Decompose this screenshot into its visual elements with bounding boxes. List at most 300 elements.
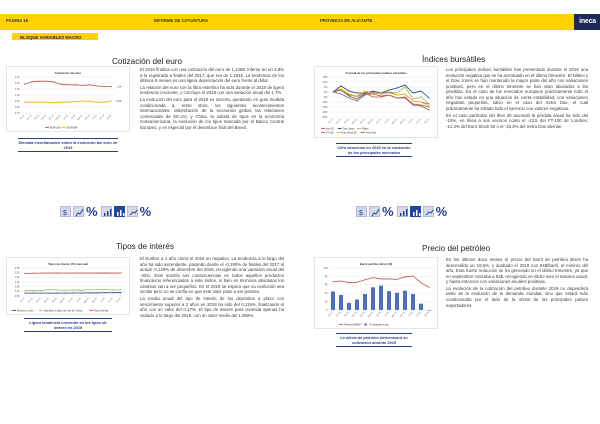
- x-tick-label: feb-18: [34, 114, 40, 121]
- y-tick-label: 0,50: [14, 285, 20, 289]
- data-point: [96, 102, 97, 103]
- trend-icon: [423, 206, 434, 217]
- x-tick-label: jun-18: [376, 118, 382, 125]
- data-point: [72, 289, 73, 290]
- data-point: [412, 92, 413, 93]
- data-point: [72, 292, 73, 293]
- data-point: [111, 100, 112, 101]
- data-point: [32, 290, 33, 291]
- data-point: [24, 290, 25, 291]
- data-point: [89, 101, 90, 102]
- oil-title: Precio del petróleo: [422, 244, 491, 253]
- data-point: [104, 292, 105, 293]
- data-point: [75, 84, 76, 85]
- data-point: [428, 106, 429, 107]
- data-point: [380, 93, 381, 94]
- paragraph: En el caso particular del Ibex 35 acumuló la pérdida anual ha sido del -15%, en línea a sus vecinos como el -12,5 del FT-100 de Londres, -14,3% del Euro Stock 50 o el -18,3% del Xetra Dax alemán.: [446, 112, 588, 129]
- oil-text: [446, 257, 588, 308]
- data-point: [364, 279, 365, 280]
- x-tick-label: ago-18: [391, 311, 398, 318]
- data-point: [356, 282, 357, 283]
- x-tick-label: oct-18: [92, 114, 98, 121]
- data-point: [396, 94, 397, 95]
- data-point: [46, 102, 47, 103]
- x-tick-label: dic-17: [328, 311, 334, 318]
- euro-title: Cotización del euro: [112, 57, 183, 66]
- data-point: [412, 275, 413, 276]
- data-point: [40, 273, 41, 274]
- y-tick-label: 2,00: [14, 271, 20, 275]
- data-point: [24, 273, 25, 274]
- paragraph: La relación del euro con la libra esterlina ha sido durante el 2018 de ligera tendencia creciente, y concluye el 2018 con una variación anual del 1,7%.: [140, 84, 284, 96]
- x-tick-label: abr-18: [52, 297, 58, 304]
- data-point: [67, 84, 68, 85]
- legend-label: FT-100: [326, 131, 334, 135]
- y-tick-label: -10%: [321, 100, 328, 104]
- data-point: [31, 81, 32, 82]
- chart-title: Cotización del euro: [54, 71, 82, 75]
- x-tick-label: dic-18: [106, 114, 113, 121]
- data-point: [340, 88, 341, 89]
- data-point: [420, 104, 421, 105]
- series-line: [333, 89, 429, 107]
- x-tick-label: jul-18: [70, 114, 76, 120]
- x-tick-label: dic-18: [424, 311, 430, 318]
- legend-swatch: [365, 323, 367, 325]
- data-point: [348, 97, 349, 98]
- data-point: [388, 91, 389, 92]
- y-tick-label: 1,00: [14, 280, 20, 284]
- x-tick-label: dic-18: [424, 118, 430, 125]
- data-point: [380, 95, 381, 96]
- data-point: [372, 277, 373, 278]
- data-point: [404, 96, 405, 97]
- y-tick-label: 5%: [324, 85, 328, 89]
- percent-icon: %: [86, 204, 98, 219]
- data-point: [96, 289, 97, 290]
- data-point: [75, 101, 76, 102]
- x-tick-label: sep-18: [399, 118, 406, 125]
- legend-label: Xetra Dax: [365, 131, 377, 135]
- paragraph: La media anual del tipo de interés de los depósitos a plazo con vencimiento superior a 2 años en 2018 ha sido del 0,115%, finalizando el año con un valor del 0,17%. El tipo de interés para vivienda apenas ha variado a lo largo del 2018, con un valor medio del 1,958%.: [140, 296, 284, 318]
- bar: [339, 295, 343, 310]
- data-point: [56, 293, 57, 294]
- header-bar-left: [0, 14, 300, 30]
- ineca-logo: ineca: [579, 18, 596, 25]
- y-tick-label: 0: [326, 308, 328, 312]
- x-tick-label: oct-18: [408, 311, 414, 318]
- data-point: [340, 93, 341, 94]
- data-point: [89, 84, 90, 85]
- data-point: [80, 290, 81, 291]
- percent-icon: %: [435, 204, 448, 219]
- y-tick-label: 60: [324, 283, 328, 287]
- legend-label: Depósitos a plazo de más de 2 años: [43, 309, 83, 313]
- y-tick-label: -15%: [321, 105, 328, 109]
- x-tick-label: nov-18: [98, 114, 105, 121]
- data-point: [420, 105, 421, 106]
- x-tick-label: feb-18: [36, 297, 42, 304]
- x-tick-label: may-18: [367, 311, 374, 319]
- x-tick-label: mar-18: [351, 118, 358, 125]
- x-tick-label: ago-18: [77, 114, 84, 121]
- x-tick-label: feb-18: [344, 311, 350, 318]
- data-point: [332, 281, 333, 282]
- data-point: [32, 293, 33, 294]
- bar: [363, 294, 367, 310]
- oil-chart: [314, 257, 438, 329]
- x-tick-label: jun-18: [63, 114, 69, 121]
- bars-icon: [114, 206, 125, 217]
- currency-icon: [356, 206, 367, 217]
- data-point: [396, 97, 397, 98]
- bar: [331, 292, 335, 310]
- rates-chart: [6, 257, 130, 315]
- y-tick-label: 10%: [322, 80, 328, 84]
- y-tick-label: 0%: [324, 90, 328, 94]
- data-point: [364, 90, 365, 91]
- province-title: PROVINCIA DE ALICANTE: [320, 18, 373, 23]
- data-point: [32, 273, 33, 274]
- data-point: [380, 96, 381, 97]
- x-tick-label: may-18: [55, 114, 62, 122]
- y-tick-label: 40: [324, 292, 328, 296]
- euro-chart-svg: [7, 67, 131, 133]
- x-tick-label: jun-18: [68, 297, 74, 304]
- data-point: [56, 272, 57, 273]
- paragraph: El 2018 finaliza con una cotización del euro de 1,1388, inferior en un 3,8% a la registrada a finales del 2017, que era de 1,1845. La tendencia de los últimos 8 meses es una ligera depreciación del euro frente al dólar.: [140, 67, 284, 84]
- data-point: [120, 272, 121, 273]
- data-point: [348, 282, 349, 283]
- bar: [347, 303, 351, 310]
- chart-title: % anual de los principales índices bursátiles: [345, 71, 407, 75]
- chart-icon: [73, 206, 84, 217]
- data-point: [88, 272, 89, 273]
- x-tick-label: feb-18: [344, 118, 350, 125]
- data-point: [404, 86, 405, 87]
- x-tick-label: ago-18: [83, 297, 90, 304]
- euro-text: [140, 67, 284, 130]
- data-point: [428, 97, 429, 98]
- data-point: [412, 100, 413, 101]
- logo-box: [574, 14, 600, 30]
- data-point: [372, 91, 373, 92]
- data-point: [24, 84, 25, 85]
- data-point: [388, 94, 389, 95]
- x-tick-label: ene-18: [26, 114, 33, 121]
- data-point: [120, 292, 121, 293]
- data-point: [24, 293, 25, 294]
- legend-label: Nikkei: [362, 127, 369, 131]
- y-tick-label: 20: [324, 300, 328, 304]
- data-point: [356, 95, 357, 96]
- legend-label: EUR/GBP: [66, 126, 78, 130]
- stocks-title: Índices bursátiles: [422, 55, 486, 64]
- x-tick-label: mar-18: [40, 114, 48, 121]
- data-point: [372, 90, 373, 91]
- percent-icon: %: [382, 204, 394, 219]
- data-point: [420, 96, 421, 97]
- data-point: [64, 290, 65, 291]
- data-point: [388, 92, 389, 93]
- data-point: [104, 289, 105, 290]
- section-label: BLOQUE VARIABLES MACRO: [12, 33, 98, 40]
- data-point: [72, 272, 73, 273]
- data-point: [53, 102, 54, 103]
- decorative-icons-right: [356, 206, 450, 217]
- paragraph: La evolución de la cotización del petróleo durante 2019 no dependerá tanto de la evolución de la demanda mundial, sino que estará más condicionada por el lado de la oferta de los principales países exportadores.: [446, 285, 588, 308]
- rates-text: [140, 256, 284, 318]
- x-tick-label: ene-18: [335, 118, 342, 125]
- bar: [419, 304, 423, 310]
- data-point: [39, 81, 40, 82]
- data-point: [396, 279, 397, 280]
- data-point: [356, 98, 357, 99]
- x-tick-label: oct-18: [408, 118, 414, 125]
- legend-label: Ibex 35: [326, 127, 334, 131]
- x-tick-label: mar-18: [351, 311, 358, 318]
- data-point: [39, 102, 40, 103]
- data-point: [96, 292, 97, 293]
- stocks-caption: Cifra descenso en 2018 en la cotización de los principales mercados: [336, 143, 412, 157]
- x-tick-label: dic-17: [19, 114, 26, 121]
- data-point: [48, 272, 49, 273]
- stocks-text: [446, 67, 588, 129]
- data-point: [380, 278, 381, 279]
- x-tick-label: nov-18: [107, 297, 114, 304]
- data-point: [404, 276, 405, 277]
- data-point: [112, 292, 113, 293]
- data-point: [420, 90, 421, 91]
- bar: [355, 300, 359, 311]
- y-tick-label: 0,00: [14, 290, 20, 294]
- data-point: [364, 93, 365, 94]
- data-point: [348, 93, 349, 94]
- y-tick-label: 1,20: [14, 81, 20, 85]
- bar: [395, 293, 399, 310]
- currency-icon: [60, 206, 71, 217]
- x-tick-label: sep-18: [399, 311, 406, 318]
- data-point: [40, 293, 41, 294]
- data-point: [428, 287, 429, 288]
- rates-chart-svg: [7, 258, 131, 316]
- y-tick-label: -20%: [321, 110, 328, 114]
- bar: [427, 310, 431, 311]
- data-point: [396, 87, 397, 88]
- data-point: [60, 84, 61, 85]
- x-tick-label: ago-18: [391, 118, 398, 125]
- data-point: [53, 81, 54, 82]
- trend-icon: [127, 206, 138, 217]
- growth-icon: [397, 206, 408, 217]
- data-point: [96, 85, 97, 86]
- data-point: [96, 272, 97, 273]
- data-point: [104, 102, 105, 103]
- data-point: [46, 81, 47, 82]
- data-point: [332, 91, 333, 92]
- oil-caption: La oferta de petróleo determinará su cotización durante 2019: [336, 333, 412, 347]
- page-number: PÁGINA 16: [6, 18, 28, 23]
- euro-chart: [6, 66, 130, 132]
- x-tick-label: jul-18: [384, 118, 390, 124]
- data-point: [388, 89, 389, 90]
- y-tick-label: 0,70: [14, 111, 20, 115]
- paragraph: El Euribor a 1 año cierra el 2018 en negativo. La tendencia a lo largo del año ha sido ascendente, pasando desde el -0,190% de finales del 2017 al actual -0,129% de diciembre del 2018, recogiendo una variación anual del -32%. Este tendría sus consecuencias en todos aquellos productos financieros referenciados a este índice, si bien en términos absolutos los cambios van a ser pequeños. En el 2019 se espera que su evolución sea similar pero no se confía en que este valor pase a ser positivo.: [140, 256, 284, 295]
- x-tick-label: dic-18: [116, 297, 122, 304]
- paragraph: La evolución del euro para el 2019 es incierta, quedando en gran medida condicionada a, entre otros, los siguientes acontecimientos internacionales: ralentización de la economía global, las relaciones comerciales de EE.UU. y China, la subida de tipos en la economía norteamericana, la evolución de los tipos marcada por el Banco Central Europeo, y en especial por el desenlace final del Brexit.: [140, 97, 284, 130]
- data-label: 0,90: [116, 99, 122, 103]
- legend-label: Tipo vivienda: [94, 309, 109, 313]
- y-tick-label: 100: [323, 266, 328, 270]
- bar: [403, 291, 407, 310]
- x-tick-label: mar-18: [43, 297, 50, 304]
- x-tick-label: sep-18: [84, 114, 91, 121]
- data-point: [348, 90, 349, 91]
- y-tick-label: 80: [324, 275, 328, 279]
- data-label: 1,14: [116, 85, 122, 89]
- legend-label: EUR/USA: [50, 126, 61, 130]
- data-point: [67, 102, 68, 103]
- data-point: [48, 289, 49, 290]
- x-tick-label: abr-18: [48, 114, 55, 121]
- series-line: [25, 81, 112, 86]
- data-point: [48, 293, 49, 294]
- data-point: [60, 102, 61, 103]
- data-point: [112, 289, 113, 290]
- chart-title: Barril petróleo Brent ($): [359, 262, 393, 266]
- paragraph: Los principales índices bursátiles han presentado durante el 2018 una evolución negativa que se ha acentuado en el último trimestre. El Nikkei y el Dow Jones se han mantenido la mayor parte del año con variaciones positivas, pero en el último trimestre se han visto abocados a las pérdidas. En el caso de los mercados europeos prácticamente todo el año han estado en una situación de cierta estabilidad, con variaciones negativas pequeñas, salvo en el caso del Xetra Dax, el cual prácticamente ha estado todo el ejercicio con valores negativos.: [446, 67, 588, 111]
- y-tick-label: -25%: [321, 115, 328, 119]
- data-point: [340, 280, 341, 281]
- legend-label: Dow Jones: [342, 127, 355, 131]
- right-page: [300, 0, 600, 424]
- x-tick-label: sep-18: [91, 297, 98, 304]
- data-point: [404, 97, 405, 98]
- data-point: [104, 272, 105, 273]
- data-point: [120, 289, 121, 290]
- x-tick-label: oct-18: [100, 297, 106, 304]
- data-point: [348, 95, 349, 96]
- oil-chart-svg: [315, 258, 439, 330]
- legend-label: Euro Stock 50: [341, 131, 357, 135]
- data-point: [82, 100, 83, 101]
- data-point: [64, 293, 65, 294]
- chart-title: Tipos de interés (%) mensual: [48, 262, 88, 266]
- x-tick-label: jun-18: [376, 311, 382, 318]
- data-point: [356, 96, 357, 97]
- data-point: [80, 272, 81, 273]
- header-bar-right: [300, 14, 574, 30]
- data-point: [340, 89, 341, 90]
- data-point: [80, 292, 81, 293]
- x-tick-label: nov-18: [415, 118, 422, 125]
- series-line: [333, 276, 429, 287]
- x-tick-label: dic-17: [328, 118, 334, 125]
- data-point: [412, 98, 413, 99]
- data-point: [356, 100, 357, 101]
- data-point: [104, 86, 105, 87]
- y-tick-label: 1,00: [14, 93, 20, 97]
- data-point: [82, 85, 83, 86]
- x-tick-label: ene-18: [27, 297, 34, 304]
- bar: [387, 291, 391, 310]
- data-point: [380, 92, 381, 93]
- data-point: [396, 92, 397, 93]
- data-point: [372, 93, 373, 94]
- data-point: [404, 84, 405, 85]
- bar: [379, 286, 383, 310]
- legend-label: % Variación anual: [369, 323, 389, 327]
- x-tick-label: nov-18: [415, 311, 422, 318]
- bar: [411, 294, 415, 310]
- data-point: [56, 289, 57, 290]
- rates-title: Tipos de interés: [116, 242, 174, 251]
- bar: [371, 287, 375, 310]
- y-tick-label: 0,80: [14, 105, 20, 109]
- euro-caption: Elevada incertidumbre sobre la evolución del euro en 2019: [18, 138, 118, 152]
- x-tick-label: jul-18: [384, 311, 390, 317]
- x-tick-label: jul-18: [76, 297, 82, 303]
- y-tick-label: -0,50: [14, 294, 20, 298]
- data-point: [372, 96, 373, 97]
- x-tick-label: may-18: [59, 297, 66, 305]
- x-tick-label: dic-17: [20, 297, 26, 304]
- chart-icon: [369, 206, 380, 217]
- data-point: [40, 290, 41, 291]
- bars-icon: [410, 206, 421, 217]
- legend-label: Euribor a 1 año: [17, 309, 34, 313]
- y-tick-label: -5%: [323, 95, 328, 99]
- data-point: [428, 109, 429, 110]
- data-point: [64, 273, 65, 274]
- x-tick-label: may-18: [367, 118, 374, 126]
- y-tick-label: 2,50: [14, 266, 20, 270]
- data-point: [388, 278, 389, 279]
- stocks-chart-svg: [315, 67, 439, 139]
- data-point: [340, 85, 341, 86]
- data-point: [428, 103, 429, 104]
- data-point: [88, 289, 89, 290]
- growth-icon: [101, 206, 112, 217]
- percent-icon: %: [139, 204, 152, 219]
- data-point: [24, 102, 25, 103]
- x-tick-label: abr-18: [360, 311, 366, 318]
- paragraph: En los últimos doce meses el precio del barril de petróleo Brent ha descendido un 19,5%, y acabado el 2018 con 54$/barril, el mínimo del año. Esta fuerte reducción se ha generado en el último trimestre, ya que en septiembre cotizaba a 83$, recogiendo en dicho mes el máximo anual, y hasta entonces con variaciones anuales positivas.: [446, 257, 588, 285]
- legend-label: Petróleo BRENT: [344, 323, 362, 327]
- x-tick-label: abr-18: [360, 118, 366, 125]
- data-point: [356, 92, 357, 93]
- data-point: [31, 102, 32, 103]
- data-point: [428, 105, 429, 106]
- y-tick-label: 15%: [322, 75, 328, 79]
- stocks-chart: [314, 66, 438, 138]
- rates-caption: Ligera tendencia creciente en los tipos de interés en 2018: [24, 318, 112, 332]
- y-tick-label: 1,30: [14, 75, 20, 79]
- report-title: INFORME DE COYUNTURA: [154, 18, 209, 23]
- data-point: [420, 282, 421, 283]
- y-tick-label: 0,90: [14, 99, 20, 103]
- y-tick-label: 1,10: [14, 87, 20, 91]
- data-point: [88, 292, 89, 293]
- x-tick-label: ene-18: [335, 311, 342, 318]
- y-tick-label: 1,50: [14, 276, 20, 280]
- data-point: [404, 93, 405, 94]
- data-point: [372, 92, 373, 93]
- data-point: [412, 104, 413, 105]
- decorative-icons-left: [60, 206, 154, 217]
- svg-text:$: $: [63, 210, 67, 217]
- data-point: [420, 101, 421, 102]
